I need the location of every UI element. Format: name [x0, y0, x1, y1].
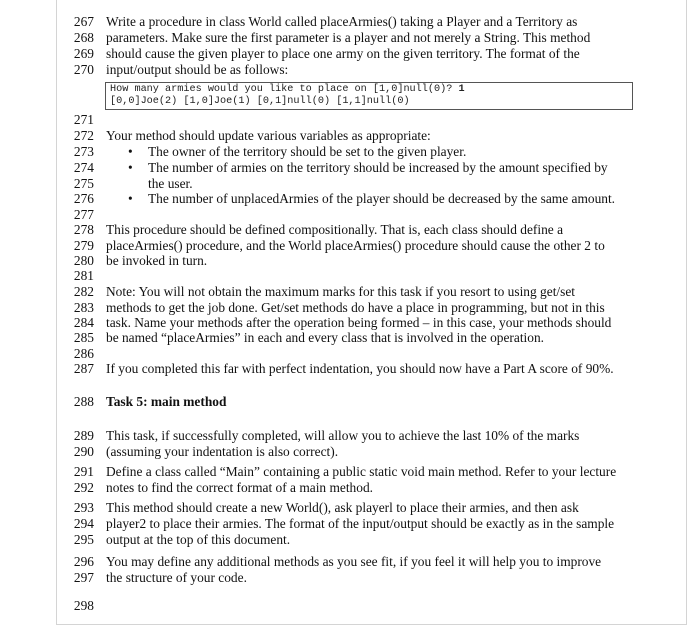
bullet-text: The number of unplacedArmies of the player should be decreased by the same amount. — [148, 191, 616, 206]
sample-io-input: 1 — [458, 84, 465, 95]
line-number: 275 — [73, 176, 94, 191]
paragraph-line: input/output should be as follows: — [106, 62, 289, 77]
bullet: • — [128, 191, 133, 206]
line-number: 285 — [73, 330, 94, 345]
line-number: 289 — [73, 428, 94, 443]
line-number: 268 — [73, 30, 94, 45]
paragraph-line: output at the top of this document. — [106, 532, 291, 547]
paragraph-line: If you completed this far with perfect indentation, you should now have a Part A score of 90%. — [106, 361, 614, 376]
line-number: 280 — [73, 253, 94, 268]
line-number: 270 — [73, 62, 94, 77]
line-number: 293 — [73, 500, 94, 515]
line-number: 290 — [73, 444, 94, 459]
paragraph-line: player2 to place their armies. The format of the input/output should be exactly as in the sample — [106, 516, 615, 531]
line-number: 292 — [73, 480, 94, 495]
paragraph-line: This procedure should be defined compositionally. That is, each class should define a — [106, 222, 564, 237]
sample-io-prompt-line — [110, 84, 632, 96]
line-number: 291 — [73, 464, 94, 479]
paragraph-line: be named “placeArmies” in each and every class that is involved in the operation. — [106, 330, 545, 345]
line-number: 294 — [73, 516, 94, 531]
paragraph-line: task. Name your methods after the operation being formed – in this case, your methods should — [106, 315, 612, 330]
line-number: 298 — [73, 598, 94, 613]
line-number: 273 — [73, 144, 94, 159]
line-number: 274 — [73, 160, 94, 175]
line-number: 277 — [73, 207, 94, 222]
paragraph-line: This method should create a new World(), ask playerl to place their armies, and then ask — [106, 500, 579, 515]
paragraph-line: placeArmies() procedure, and the World placeArmies() procedure should cause the other 2 to — [106, 238, 605, 253]
paragraph-line: You may define any additional methods as you see fit, if you feel it will help you to improve — [106, 554, 602, 569]
line-number: 288 — [73, 394, 94, 409]
sample-io-output: [0,0]Joe(2) [1,0]Joe(1) [0,1]null(0) [1,1]null(0) — [110, 96, 410, 107]
paragraph-line: Your method should update various variables as appropriate: — [106, 128, 431, 143]
line-number: 279 — [73, 238, 94, 253]
line-number: 278 — [73, 222, 94, 237]
line-number: 272 — [73, 128, 94, 143]
line-number: 276 — [73, 191, 94, 206]
paragraph-line: This task, if successfully completed, will allow you to achieve the last 10% of the marks — [106, 428, 580, 443]
paragraph-line: Note: You will not obtain the maximum marks for this task if you resort to using get/set — [106, 284, 576, 299]
line-number: 267 — [73, 14, 94, 29]
bullet-text: The owner of the territory should be set to the given player. — [148, 144, 467, 159]
line-number: 281 — [73, 268, 94, 283]
line-number: 295 — [73, 532, 94, 547]
line-number: 296 — [73, 554, 94, 569]
bullet: • — [128, 160, 133, 175]
bullet-text: the user. — [148, 176, 193, 191]
line-number: 286 — [73, 346, 94, 361]
line-number: 269 — [73, 46, 94, 61]
line-number: 284 — [73, 315, 94, 330]
line-number: 283 — [73, 300, 94, 315]
paragraph-line: notes to find the correct format of a main method. — [106, 480, 373, 495]
line-number: 271 — [73, 112, 94, 127]
paragraph-line: be invoked in turn. — [106, 253, 208, 268]
sample-io-box — [105, 82, 633, 110]
paragraph-line: (assuming your indentation is also correct). — [106, 444, 339, 459]
paragraph-line: should cause the given player to place one army on the given territory. The format of the — [106, 46, 580, 61]
line-number: 297 — [73, 570, 94, 585]
bullet-text: The number of armies on the territory should be increased by the amount specified by — [148, 160, 608, 175]
task5-heading: Task 5: main method — [106, 394, 227, 409]
paragraph-line: methods to get the job done. Get/set methods do have a place in programming, but not in this — [106, 300, 605, 315]
paragraph-line: the structure of your code. — [106, 570, 247, 585]
bullet: • — [128, 144, 133, 159]
sample-io-prompt: How many armies would you like to place on [1,0]null(0)? — [110, 84, 459, 95]
line-number: 282 — [73, 284, 94, 299]
paragraph-line: parameters. Make sure the first parameter is a player and not merely a String. This method — [106, 30, 591, 45]
line-number: 287 — [73, 361, 94, 376]
paragraph-line: Write a procedure in class World called placeArmies() taking a Player and a Territory as — [106, 14, 578, 29]
paragraph-line: Define a class called “Main” containing a public static void main method. Refer to your lecture — [106, 464, 617, 479]
